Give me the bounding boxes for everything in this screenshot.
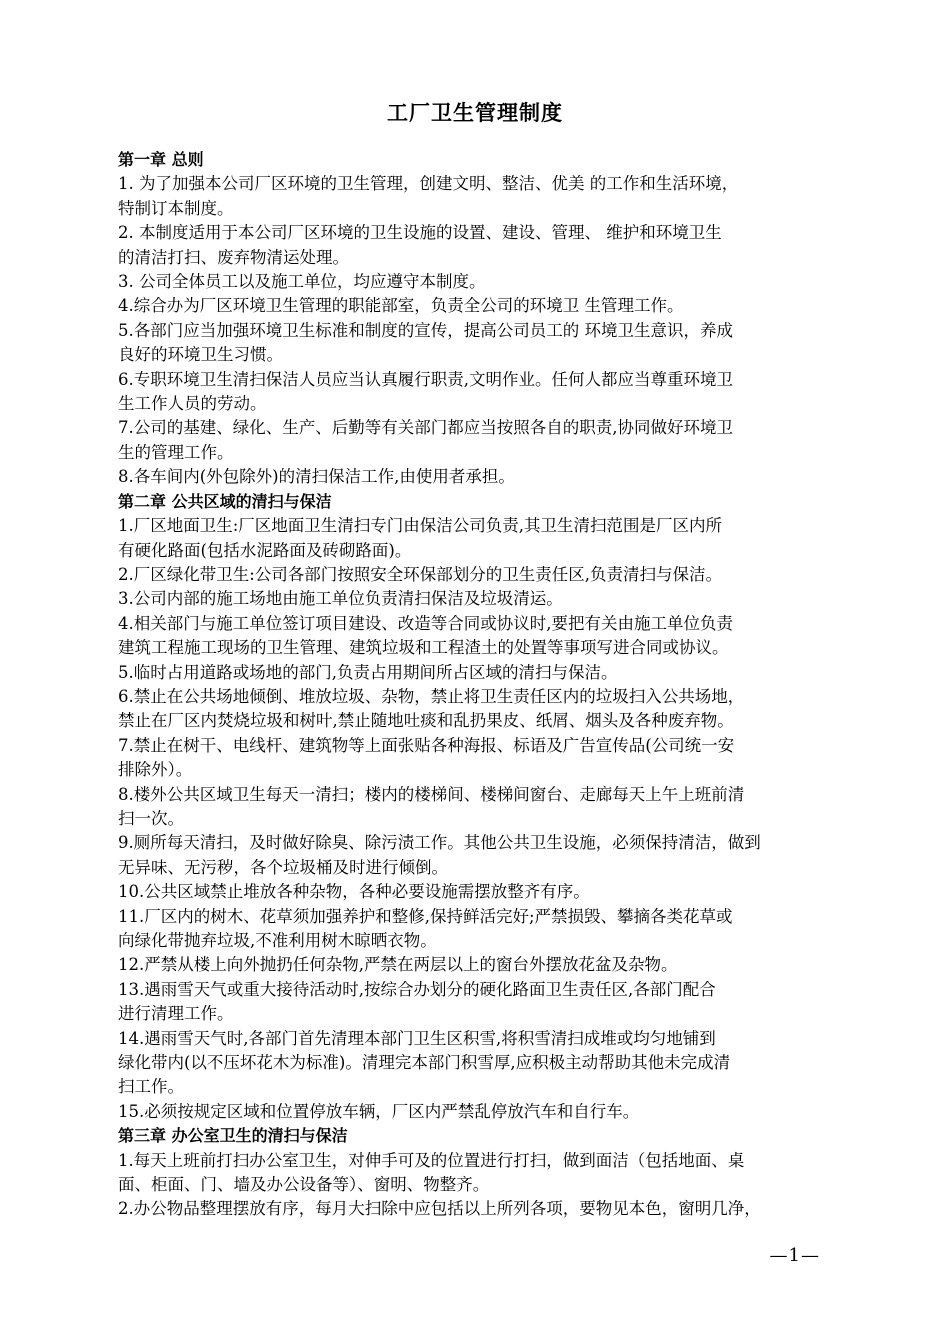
body-text-line: 9.厕所每天清扫，及时做好除臭、除污渍工作。其他公共卫生设施，必须保持清洁，做到 (118, 833, 761, 853)
body-text-line: 7.禁止在树干、电线杆、建筑物等上面张贴各种海报、标语及广告宣传品(公司统一安 (118, 735, 735, 755)
body-text-line: 5.各部门应当加强环境卫生标准和制度的宣传，提高公司员工的 环境卫生意识，养成 (118, 320, 733, 340)
body-text-line: 1.每天上班前打扫办公室卫生，对伸手可及的位置进行打扫，做到面洁（包括地面、桌 (118, 1150, 745, 1170)
body-text-line: 3.公司内部的施工场地由施工单位负责清扫保洁及垃圾清运。 (118, 589, 563, 609)
body-text-line: 禁止在厂区内焚烧垃圾和树叶,禁止随地吐痰和乱扔果皮、纸屑、烟头及各种废弃物。 (118, 711, 734, 731)
body-text-line: 1. 为了加强本公司厂区环境的卫生管理，创建文明、整洁、优美 的工作和生活环境， (118, 174, 739, 194)
body-text-line: 15.必须按规定区域和位置停放车辆，厂区内严禁乱停放汽车和自行车。 (118, 1101, 640, 1121)
body-text-line: 8.各车间内(外包除外)的清扫保洁工作,由使用者承担。 (118, 467, 515, 487)
body-text-line: 绿化带内(以不压坏花木为标准)。清理完本部门积雪厚,应积极主动帮助其他未完成清 (118, 1053, 731, 1073)
body-text-line: 11.厂区内的树木、花草须加强养护和整修,保持鲜活完好;严禁损毁、攀摘各类花草或 (118, 906, 733, 926)
body-text-line: 2.办公物品整理摆放有序，每月大扫除中应包括以上所列各项，要物见本色，窗明几净， (118, 1199, 761, 1219)
body-text-line: 6.专职环境卫生清扫保洁人员应当认真履行职责,文明作业。任何人都应当尊重环境卫 (118, 369, 733, 389)
body-text-line: 3. 公司全体员工以及施工单位，均应遵守本制度。 (118, 272, 486, 292)
body-text-line: 生工作人员的劳动。 (118, 394, 267, 414)
body-text-line: 13.遇雨雪天气或重大接待活动时,按综合办划分的硬化路面卫生责任区,各部门配合 (118, 979, 716, 999)
body-text-line: 6.禁止在公共场地倾倒、堆放垃圾、杂物，禁止将卫生责任区内的垃圾扫入公共场地， (118, 686, 745, 706)
body-text-line: 良好的环境卫生习惯。 (118, 345, 283, 365)
body-text-line: 扫工作。 (118, 1077, 184, 1097)
body-text-line: 建筑工程施工现场的卫生管理、建筑垃圾和工程渣土的处置等事项写进合同或协议。 (118, 638, 729, 658)
page-number: —1— (769, 1245, 820, 1266)
document-body (118, 148, 840, 1222)
body-text-line: 有硬化路面(包括水泥路面及砖砌路面)。 (118, 540, 412, 560)
body-text-line: 排除外）。 (118, 760, 193, 780)
body-text-line: 生的管理工作。 (118, 442, 234, 462)
body-text-line: 4.综合办为厂区环境卫生管理的职能部室，负责全公司的环境卫 生管理工作。 (118, 296, 684, 316)
body-text-line: 4.相关部门与施工单位签订项目建设、改造等合同或协议时,要把有关由施工单位负责 (118, 613, 733, 633)
body-text-line: 14.遇雨雪天气时,各部门首先清理本部门卫生区积雪,将积雪清扫成堆或均匀地铺到 (118, 1028, 716, 1048)
body-text-line: 8.楼外公共区域卫生每天一清扫；楼内的楼梯间、楼梯间窗台、走廊每天上午上班前清 (118, 784, 745, 804)
body-text-line: 2.厂区绿化带卫生:公司各部门按照安全环保部划分的卫生责任区,负责清扫与保洁。 (118, 564, 723, 584)
body-text-line: 向绿化带抛弃垃圾,不准利用树木晾晒衣物。 (118, 931, 437, 950)
body-text-line: 无异味、无污秽，各个垃圾桶及时进行倾倒。 (118, 857, 448, 877)
chapter-heading: 第二章 公共区域的清扫与保洁 (118, 491, 332, 511)
body-text-line: 7.公司的基建、绿化、生产、后勤等有关部门都应当按照各自的职责,协同做好环境卫 (118, 418, 733, 438)
chapter-heading: 第三章 办公室卫生的清扫与保洁 (118, 1126, 348, 1146)
body-text-line: 12.严禁从楼上向外抛扔任何杂物,严禁在两层以上的窗台外摆放花盆及杂物。 (118, 955, 678, 975)
body-text-line: 2. 本制度适用于本公司厂区环境的卫生设施的设置、建设、管理、 维护和环境卫生 (118, 223, 722, 243)
body-text-line: 特制订本制度。 (118, 198, 234, 218)
body-text-line: 1.厂区地面卫生:厂区地面卫生清扫专门由保洁公司负责,其卫生清扫范围是厂区内所 (118, 516, 723, 536)
chapter-heading: 第一章 总则 (118, 150, 204, 169)
body-text-line: 10.公共区域禁止堆放各种杂物，各种必要设施需摆放整齐有序。 (118, 882, 590, 902)
body-text-line: 扫一次。 (118, 808, 184, 828)
document-title: 工厂卫生管理制度 (387, 101, 563, 125)
body-text-line: 进行清理工作。 (118, 1004, 234, 1024)
body-text-line: 5.临时占用道路或场地的部门,负责占用期间所占区域的清扫与保洁。 (118, 662, 618, 682)
body-text-line: 的清洁打扫、废弃物清运处理。 (118, 247, 349, 267)
body-text-line: 面、柜面、门、墙及办公设备等）、窗明、物整齐。 (118, 1175, 490, 1195)
